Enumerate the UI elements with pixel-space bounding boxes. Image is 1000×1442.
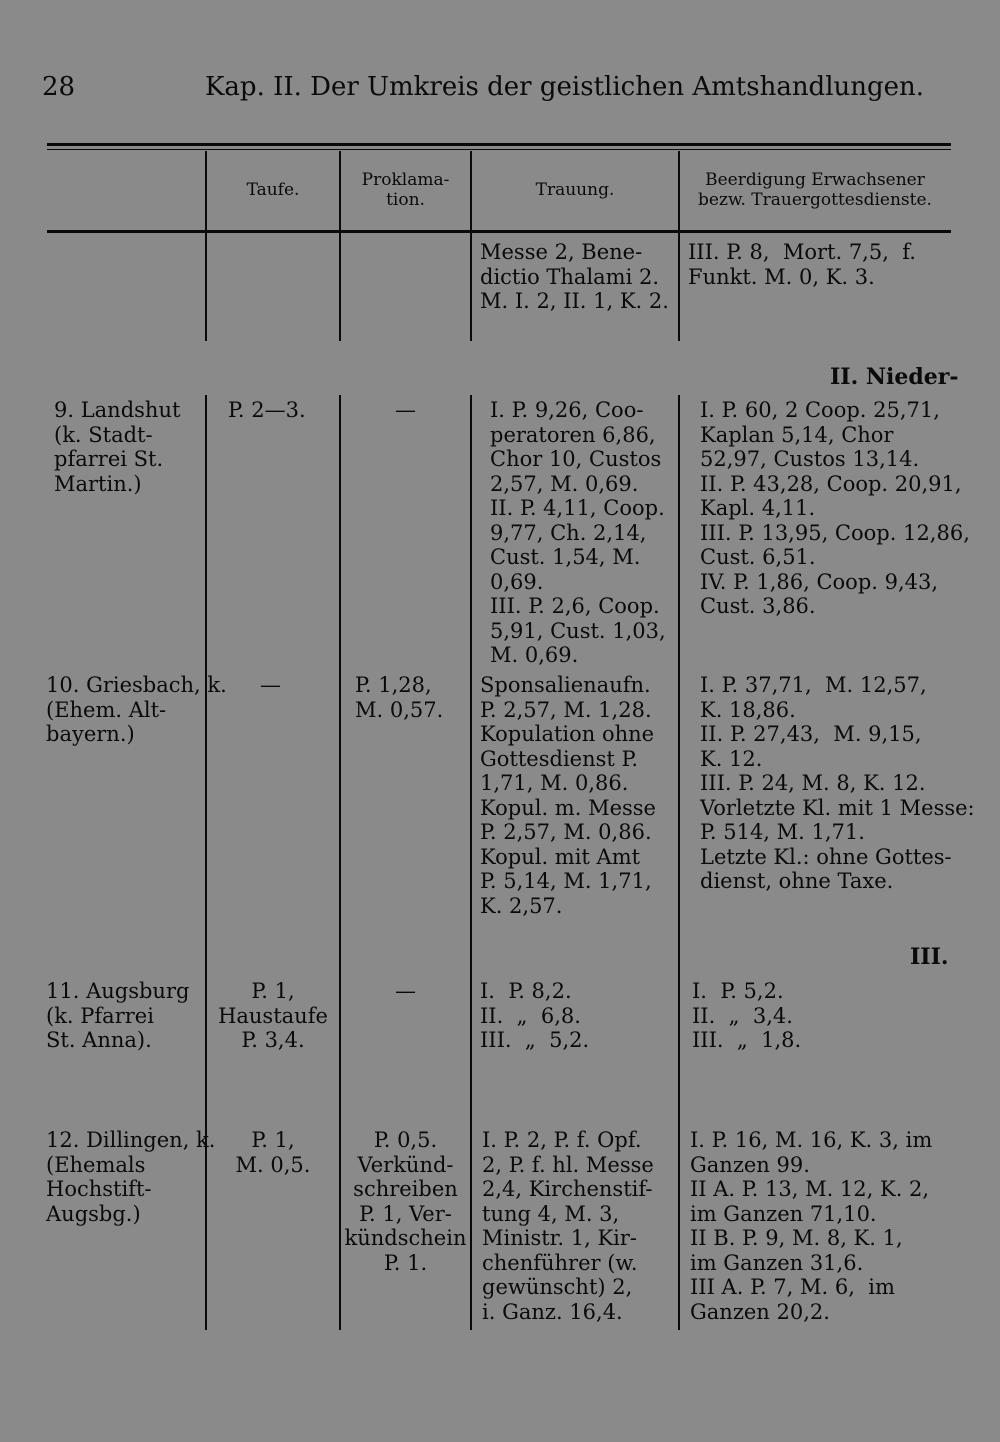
row-9-place: 9. Landshut (k. Stadt- pfarrei St. Martin.)	[54, 398, 181, 496]
row-10-taufe: —	[260, 673, 281, 697]
top-rule-thin	[47, 149, 951, 150]
row-11-proklamation: —	[395, 979, 416, 1003]
column-header-beerdigung: Beerdigung Erwachsener bezw. Trauergottesdienste.	[698, 170, 932, 210]
col-sep-3b	[470, 395, 472, 1330]
top-rule	[47, 143, 951, 146]
row-9-trauung: I. P. 9,26, Coo- peratoren 6,86, Chor 10, Custos 2,57, M. 0,69. II. P. 4,11, Coop. 9,77, Ch. 2,14, Cust. 1,54, M. 0,69. III. P. 2,6, Coop. 5,91, Cust. 1,03, M. 0,69.	[490, 398, 666, 667]
header-bottom-rule	[47, 230, 951, 233]
row-9-taufe: P. 2—3.	[228, 398, 306, 422]
row-10-place: 10. Griesbach, k. (Ehem. Alt- bayern.)	[46, 673, 227, 746]
running-title: Kap. II. Der Umkreis der geistlichen Amtshandlungen.	[205, 72, 925, 102]
row-11-beerdigung: I. P. 5,2. II. „ 3,4. III. „ 1,8.	[692, 979, 802, 1052]
page-number: 28	[42, 72, 76, 102]
row-12-trauung: I. P. 2, P. f. Opf. 2, P. f. hl. Messe 2,4, Kirchenstif- tung 4, M. 3, Ministr. 1, Kir- chenführer (w. gewünscht) 2, i. Ganz. 16,4.	[482, 1128, 654, 1324]
row-12-beerdigung: I. P. 16, M. 16, K. 3, im Ganzen 99. II A. P. 13, M. 12, K. 2, im Ganzen 71,10. II B. P. 9, M. 8, K. 1, im Ganzen 31,6. III A. P. 7, M. 6, im Ganzen 20,2.	[690, 1128, 933, 1324]
col-sep-4b	[678, 395, 680, 1330]
column-header-trauung: Trauung.	[535, 180, 615, 200]
row-12-taufe: P. 1, M. 0,5.	[235, 1128, 311, 1177]
row-10-trauung: Sponsalienaufn. P. 2,57, M. 1,28. Kopulation ohne Gottesdienst P. 1,71, M. 0,86. Kopul. m. Messe P. 2,57, M. 0,86. Kopul. mit Amt P. 5,14, M. 1,71, K. 2,57.	[480, 673, 656, 918]
row-12-proklamation: P. 0,5. Verkünd- schreiben P. 1, Ver- kündschein P. 1.	[344, 1128, 467, 1275]
row-11-taufe: P. 1, Haustaufe P. 3,4.	[218, 979, 328, 1052]
continuation-trauung: Messe 2, Bene- dictio Thalami 2. M. I. 2, II. 1, K. 2.	[480, 240, 669, 313]
column-header-proklamation: Proklama- tion.	[361, 170, 450, 210]
section-heading-iii: III.	[910, 944, 949, 970]
row-9-beerdigung: I. P. 60, 2 Coop. 25,71, Kaplan 5,14, Chor 52,97, Custos 13,14. II. P. 43,28, Coop. 20,91, Kapl. 4,11. III. P. 13,95, Coop. 12,86, Cust. 6,51. IV. P. 1,86, Coop. 9,43, Cust. 3,86.	[700, 398, 970, 618]
column-header-taufe: Taufe.	[246, 180, 300, 200]
section-heading-ii: II. Nieder-	[830, 364, 959, 390]
row-11-place: 11. Augsburg (k. Pfarrei St. Anna).	[46, 979, 190, 1052]
row-10-proklamation: P. 1,28, M. 0,57.	[355, 673, 444, 722]
row-9-proklamation: —	[395, 398, 416, 422]
row-11-trauung: I. P. 8,2. II. „ 6,8. III. „ 5,2.	[480, 979, 590, 1052]
continuation-beerdigung: III. P. 8, Mort. 7,5, f. Funkt. M. 0, K. 3.	[688, 240, 916, 289]
row-10-beerdigung: I. P. 37,71, M. 12,57, K. 18,86. II. P. 27,43, M. 9,15, K. 12. III. P. 24, M. 8, K. 12. Vorletzte Kl. mit 1 Messe: P. 514, M. 1,71. Letzte Kl.: ohne Gottes- dienst, ohne Taxe.	[700, 673, 975, 893]
row-12-place: 12. Dillingen, k. (Ehemals Hochstift- Augsbg.)	[46, 1128, 216, 1226]
